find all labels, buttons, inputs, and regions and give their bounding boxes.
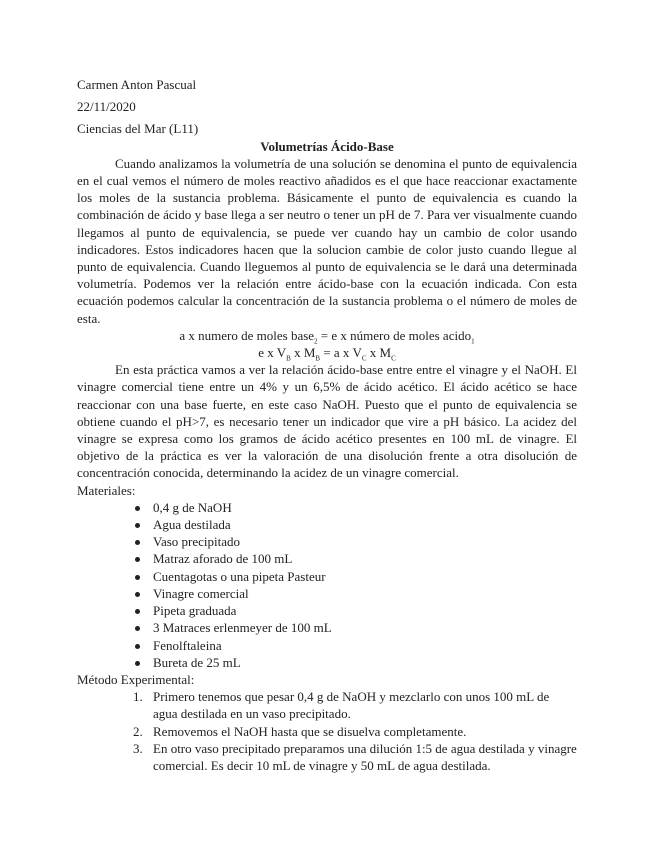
intro-paragraph: Cuando analizamos la volumetría de una solución se denomina el punto de equivalencia en el cual vemos el número de moles reactivo añadidos es el que hace reaccionar exactamente los moles de la sustancia problema. Básicamente el punto de equivalencia es cuando la combinación de ácido y base llega a ser neutro o tener un pH de 7. Para ver visualmente cuando llegamos al punto de equivalencia, se puede ver cuando hay un cambio de color usando indicadores. Estos indicadores hacen que la solucion cambie de color justo cuando llegue al punto de equivalencia. Cuando lleguemos al punto de equivalencia se le dará una determinada volumetría. Podemos ver la relación entre ácido-base con la ecuación indicada. Con esta ecuación podemos calcular la concentración de la sustancia problema o el número de moles de esta.: [77, 155, 577, 326]
materials-item-label: Pipeta graduada: [153, 603, 237, 619]
equation-volume: [77, 344, 577, 361]
materials-list-item: [135, 654, 577, 671]
bullet-icon: [135, 644, 140, 649]
materials-list-item: [135, 619, 577, 636]
bullet-icon: [135, 626, 140, 631]
document-body: [77, 76, 577, 774]
materials-list: [77, 499, 577, 671]
materials-list-item: [135, 637, 577, 654]
equation-moles-right-sub: 1: [471, 337, 475, 346]
materials-list-item: [135, 568, 577, 585]
method-steps-list: [77, 688, 577, 774]
equation-moles: [77, 327, 577, 344]
materials-list-item: [135, 533, 577, 550]
materials-list-item: [135, 550, 577, 567]
materials-item-label: Agua destilada: [153, 517, 231, 533]
author-name: Carmen Anton Pascual: [77, 77, 197, 92]
method-heading: Método Experimental:: [77, 671, 195, 687]
intro-paragraph-block: [77, 155, 577, 327]
equation-moles-left: a x numero de moles base: [179, 327, 315, 343]
bullet-icon: [135, 557, 140, 562]
equation-volume-sub: B: [286, 354, 291, 363]
equation-moles-right: = e x número de moles acido: [317, 327, 472, 343]
materials-item-label: Bureta de 25 mL: [153, 654, 241, 670]
practice-paragraph-block: [77, 361, 577, 481]
equation-volume-part: x M: [290, 345, 316, 361]
materials-list-item: [135, 602, 577, 619]
materials-item-label: 3 Matraces erlenmeyer de 100 mL: [153, 620, 332, 636]
equation-volume-sub: C: [391, 354, 396, 363]
method-step: [133, 688, 577, 722]
method-step-text: En otro vaso precipitado preparamos una dilución 1:5 de agua destilada y vinagre comercial. Es decir 10 mL de vinagre y 50 mL de agua destilada.: [153, 740, 577, 773]
materials-item-label: Vinagre comercial: [153, 585, 249, 601]
equation-volume-sub: C: [361, 354, 367, 363]
materials-list-item: [135, 516, 577, 533]
bullet-icon: [135, 523, 140, 528]
method-step-number: 3.: [133, 740, 143, 756]
method-step-number: 2.: [133, 723, 143, 739]
bullet-icon: [135, 540, 140, 545]
materials-item-label: Cuentagotas o una pipeta Pasteur: [153, 568, 326, 584]
practice-paragraph: En esta práctica vamos a ver la relación ácido-base entre entre el vinagre y el NaOH. El vinagre comercial tiene entre un 4% y un 6,5% de ácido acético. El ácido acético se hace reaccionar con una base fuerte, en este caso NaOH. Puesto que el punto de equivalencia se obtiene cuando el pH>7, es necesario tener un indicador que vire a pH básico. La acidez del vinagre se expresa como los gramos de ácido acético presentes en 100 mL de vinagre. El objetivo de la práctica es ver la valoración de una disolución frente a otra disolución de concentración conocida, determinando la acidez de un vinagre comercial.: [77, 362, 577, 481]
bullet-icon: [135, 592, 140, 597]
method-step-text: Removemos el NaOH hasta que se disuelva completamente.: [153, 723, 467, 739]
materials-list-item: [135, 499, 577, 516]
document-date: 22/11/2020: [77, 99, 136, 115]
materials-heading: Materiales:: [77, 482, 136, 498]
equation-volume-part: x M: [366, 345, 392, 361]
method-step-text: Primero tenemos que pesar 0,4 g de NaOH y mezclarlo con unos 100 mL de agua destilada en un vaso precipitado.: [153, 689, 550, 722]
materials-item-label: Fenolftaleina: [153, 637, 222, 653]
course-name: Ciencias del Mar (L11): [77, 121, 199, 137]
bullet-icon: [135, 506, 140, 511]
method-step: [133, 740, 577, 774]
method-step: [133, 723, 577, 740]
equation-volume-part: e x V: [258, 345, 287, 361]
equation-volume-part: = a x V: [320, 345, 362, 361]
method-step-number: 1.: [133, 689, 143, 705]
equation-moles-left-sub: 2: [314, 337, 318, 346]
materials-list-item: [135, 585, 577, 602]
bullet-icon: [135, 575, 140, 580]
document-title: Volumetrías Ácido-Base: [260, 138, 394, 154]
bullet-icon: [135, 661, 140, 666]
equation-volume-sub: B: [315, 354, 321, 363]
bullet-icon: [135, 609, 140, 614]
materials-item-label: 0,4 g de NaOH: [153, 499, 232, 515]
materials-item-label: Matraz aforado de 100 mL: [153, 551, 293, 567]
materials-item-label: Vaso precipitado: [153, 534, 241, 550]
